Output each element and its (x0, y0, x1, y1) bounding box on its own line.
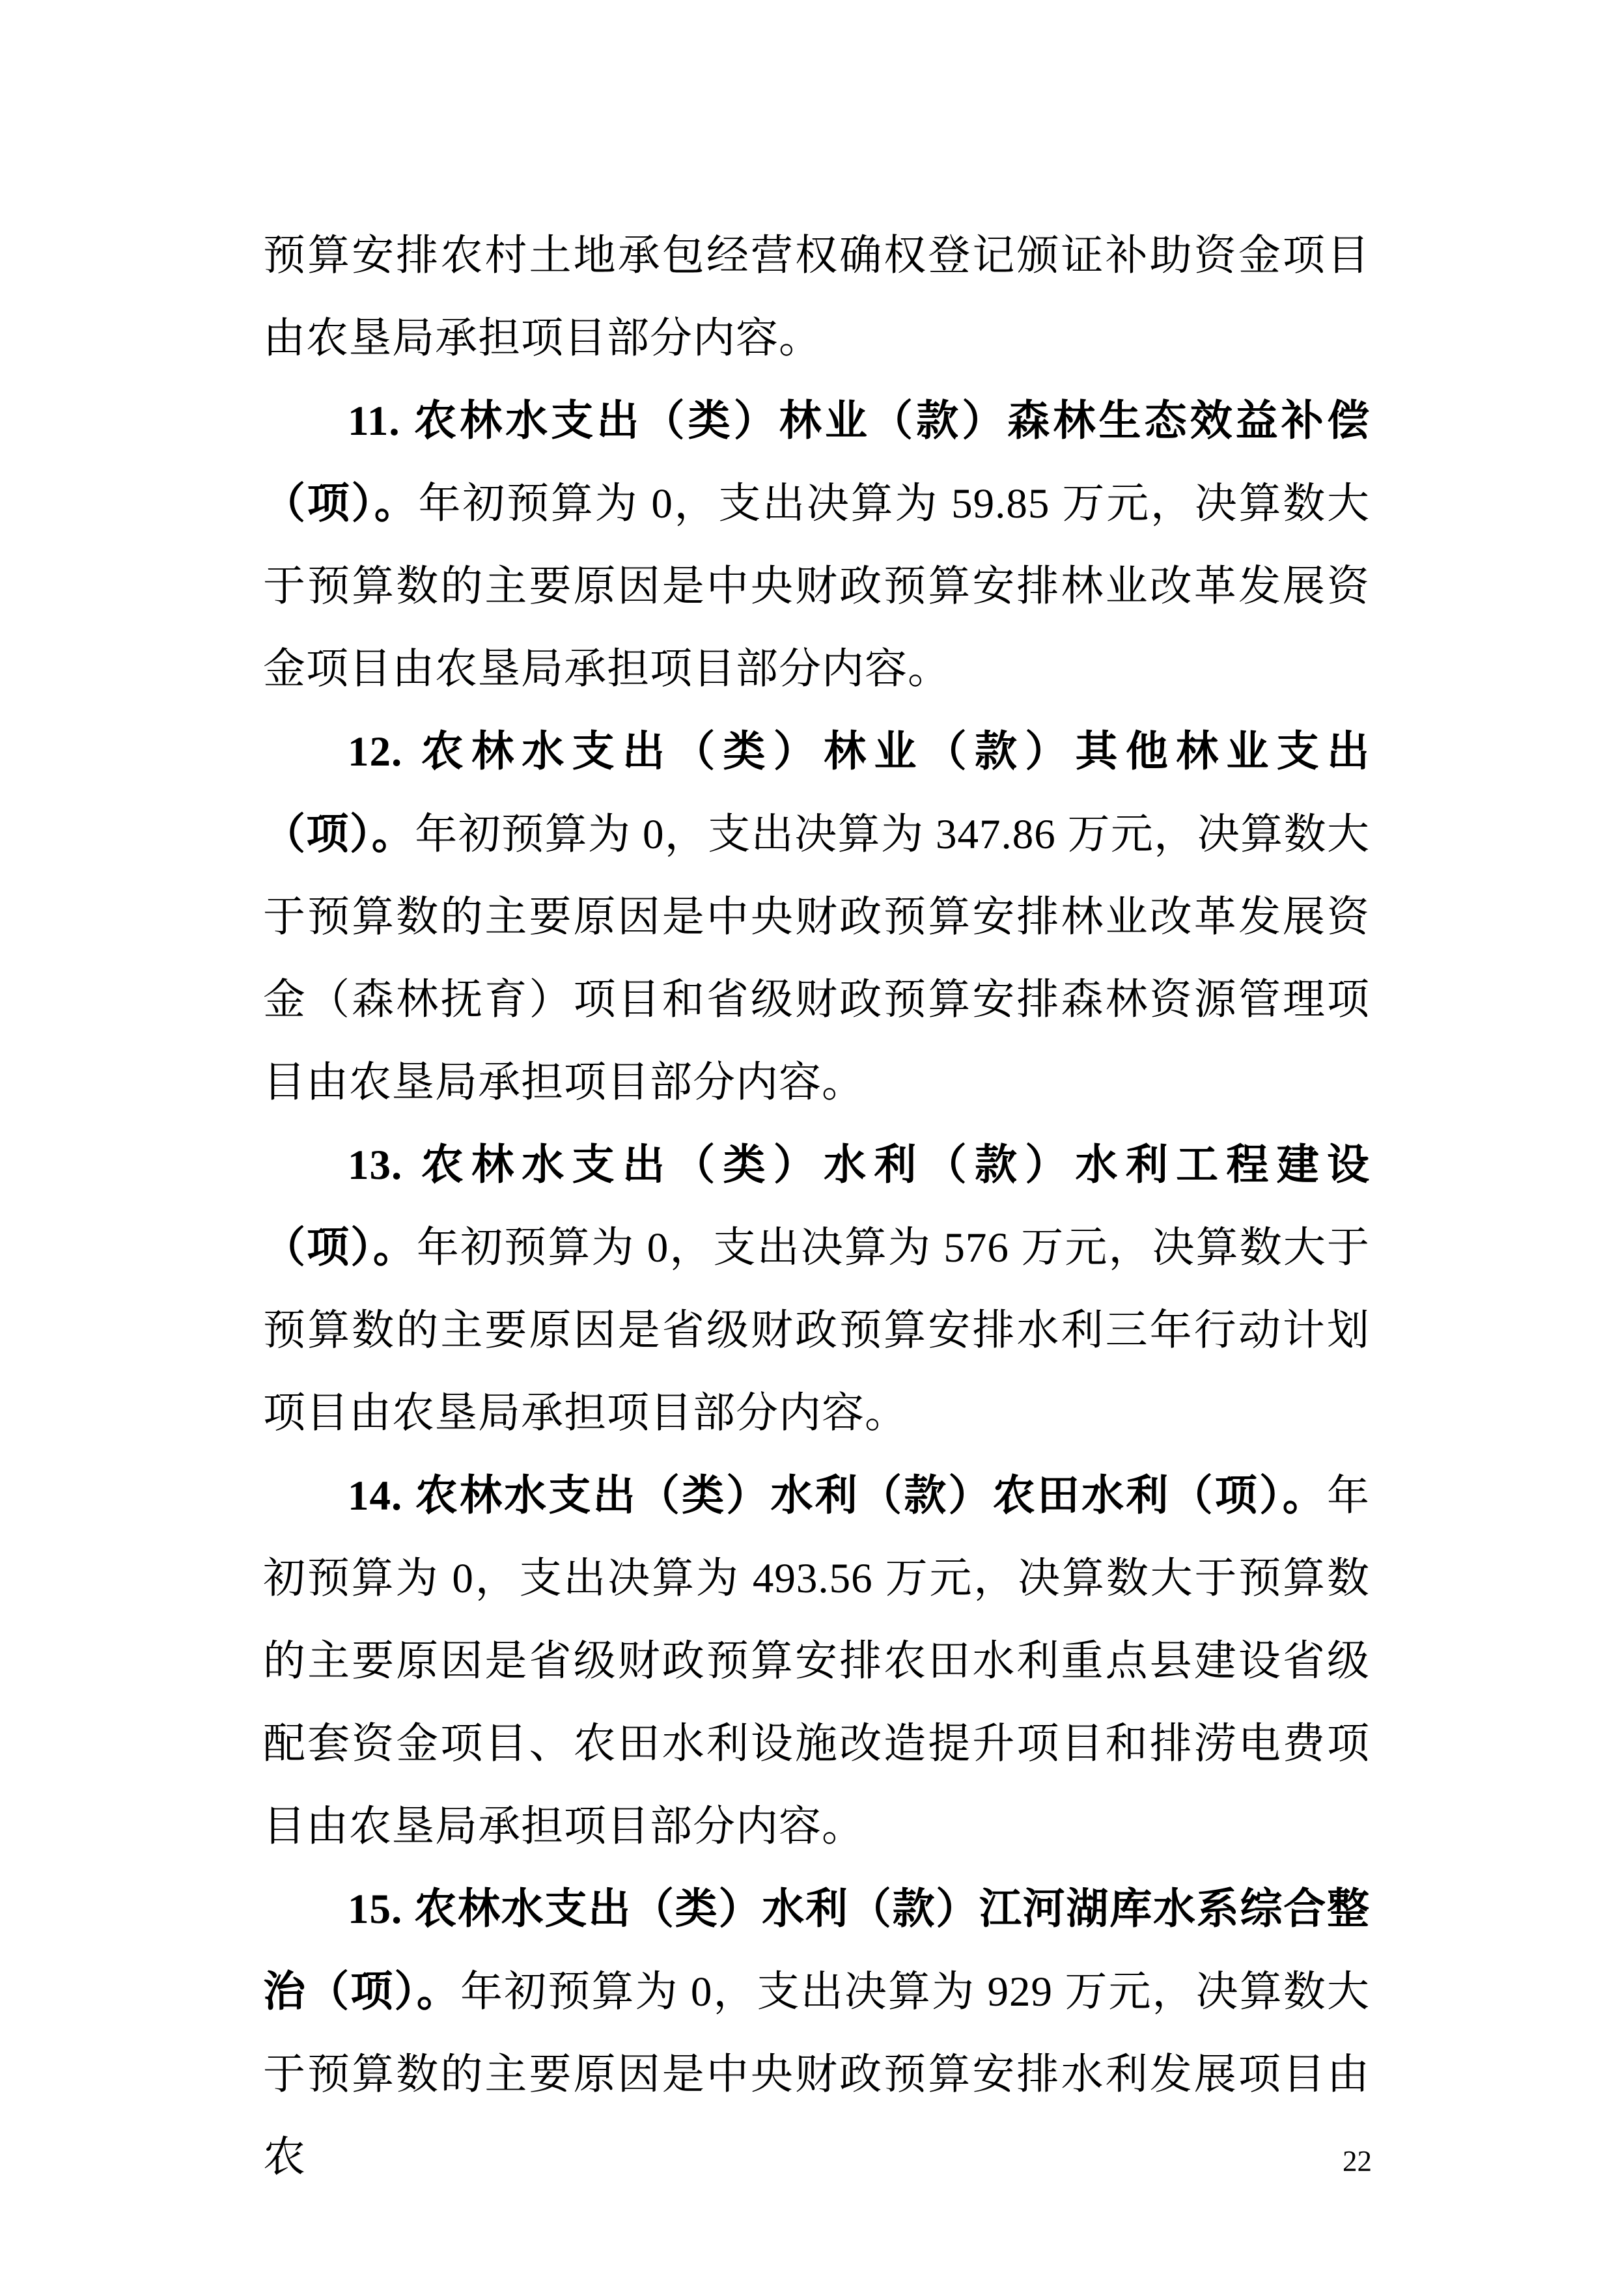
item-15-heading: 15. 农林水支出（类）水利（款）江河湖库水系综合整治（项）。 (263, 1886, 1370, 2015)
item-13-body: 年初预算为 0，支出决算为 576 万元，决算数大于预算数的主要原因是省级财政预算安排水利三年行动计划项目由农垦局承担项目部分内容。 (263, 1224, 1370, 1437)
paragraph-item-13 (263, 1124, 1370, 1455)
paragraph-continuation-text: 预算安排农村土地承包经营权确权登记颁证补助资金项目由农垦局承担项目部分内容。 (263, 232, 1370, 362)
item-13-heading: 13. 农林水支出（类）水利（款）水利工程建设（项）。 (263, 1142, 1370, 1271)
text-block (263, 215, 1370, 2199)
paragraph-item-14 (263, 1455, 1370, 1868)
item-12-body: 年初预算为 0，支出决算为 347.86 万元，决算数大于预算数的主要原因是中央财政预算安排林业改革发展资金（森林抚育）项目和省级财政预算安排森林资源管理项目由农垦局承担项目部分内容。 (263, 811, 1370, 1106)
item-11-body: 年初预算为 0，支出决算为 59.85 万元，决算数大于预算数的主要原因是中央财政预算安排林业改革发展资金项目由农垦局承担项目部分内容。 (263, 480, 1370, 693)
item-11-heading: 11. 农林水支出（类）林业（款）森林生态效益补偿（项）。 (263, 398, 1370, 527)
page-number: 22 (1343, 2145, 1372, 2178)
item-12-heading: 12. 农林水支出（类）林业（款）其他林业支出（项）。 (263, 728, 1370, 858)
paragraph-item-15 (263, 1868, 1370, 2199)
paragraph-item-11 (263, 380, 1370, 711)
item-14-heading: 14. 农林水支出（类）水利（款）农田水利（项）。 (348, 1473, 1327, 1519)
item-15-body: 年初预算为 0，支出决算为 929 万元，决算数大于预算数的主要原因是中央财政预算安排水利发展项目由农 (263, 1969, 1370, 2181)
paragraph-continuation (263, 215, 1370, 380)
paragraph-item-12 (263, 711, 1370, 1124)
item-14-body: 年初预算为 0，支出决算为 493.56 万元，决算数大于预算数的主要原因是省级财政预算安排农田水利重点县建设省级配套资金项目、农田水利设施改造提升项目和排涝电费项目由农垦局承担项目部分内容。 (263, 1473, 1370, 1850)
